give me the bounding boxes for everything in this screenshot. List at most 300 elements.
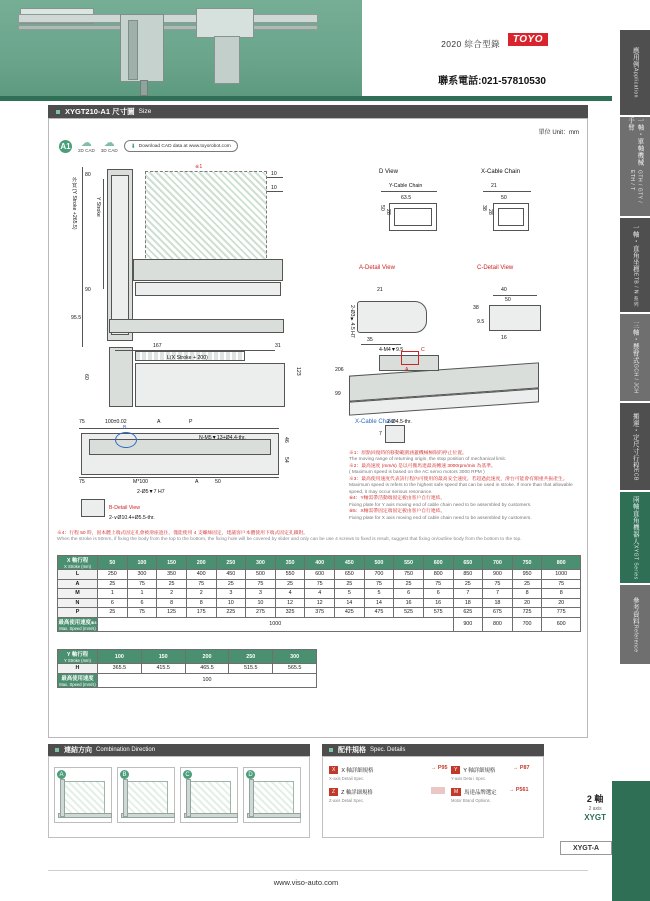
hole-2-o5: 2-Ø5▼7 H7 xyxy=(137,489,165,495)
x-cell: 800 xyxy=(423,570,453,580)
sidebar-item-xygt[interactable] xyxy=(620,492,650,584)
dim-line-10a xyxy=(267,177,283,178)
spec-label-x-en: X-axis Detail Spec. xyxy=(329,776,365,781)
note-3: ※3：最高使用速度代表該行程內可使用的最高安全速度。若超過此速度，滑台可能會有額重共振產生。 xyxy=(349,476,568,482)
d-view-title: X-Cable Chain xyxy=(355,419,395,425)
section-header xyxy=(48,105,588,118)
combo-base-d xyxy=(247,813,301,818)
x-cell: 75 xyxy=(483,579,513,589)
combination-art-d xyxy=(252,781,294,815)
x-cell: 725 xyxy=(512,608,542,618)
note-marker-1: ※1 xyxy=(195,164,203,170)
spec-label-m: 馬達品牌選定 xyxy=(464,789,497,796)
spec-details-title-en: Spec. Details xyxy=(370,747,406,753)
x-stroke-value: 400 xyxy=(305,556,335,570)
unit-note: 單位 Unit：mm xyxy=(538,130,579,136)
x-stroke-value: 150 xyxy=(157,556,187,570)
section-title-en: Size xyxy=(138,108,152,115)
spec-label-z: Z 軸詳細規格 xyxy=(341,789,373,796)
dim-line-51 xyxy=(483,191,531,192)
cad-download-row xyxy=(59,139,238,154)
x-stroke-value: 250 xyxy=(216,556,246,570)
drawing-card xyxy=(48,118,588,738)
dim-63-5: Y-Cable Chain xyxy=(389,183,423,189)
spec-row-z-en xyxy=(329,794,429,807)
dim-m100: M*100 xyxy=(133,479,148,485)
dim-y-stroke-outer: 外寬 (Y Stroke +265.5) xyxy=(71,177,77,230)
spec-tag-y: Y xyxy=(451,766,460,774)
sidebar-label-xygt: 兩軸直角機器人 xyxy=(631,495,639,545)
combo-base-c xyxy=(184,813,238,818)
sidebar-item-gch[interactable] xyxy=(620,314,650,402)
x-cell: 850 xyxy=(453,570,483,580)
hole-spec-n-m5: N-M5▼13+Ø4.4-thr. xyxy=(199,435,246,441)
combination-item-b[interactable] xyxy=(117,767,175,823)
machine-part-3 xyxy=(214,36,240,84)
x-cell: 6 xyxy=(394,589,424,599)
x-stroke-value: 550 xyxy=(394,556,424,570)
combo-post-a xyxy=(60,779,65,817)
y-stroke-value: 300 xyxy=(273,650,317,664)
combo-post-c xyxy=(186,779,191,817)
x-cell: 1000 xyxy=(542,570,581,580)
x-cell: 475 xyxy=(364,608,394,618)
x-cell: 6 xyxy=(127,598,157,608)
x-cell: 75 xyxy=(127,579,157,589)
x-stroke-value: 200 xyxy=(186,556,216,570)
dim-line-40 xyxy=(361,344,401,345)
y-cell: 565.5 xyxy=(273,664,317,674)
x-speed-cell: 700 xyxy=(512,617,542,631)
sidebar-corner-block xyxy=(612,781,650,901)
spec-page-z-placeholder xyxy=(431,787,445,794)
x-cell: 25 xyxy=(275,579,305,589)
spec-label-y: Y 軸詳細規格 xyxy=(463,767,496,774)
x-cell: 1 xyxy=(127,589,157,599)
note-4-en: Fixing plate for Y axis moving end of cable chain need to be assembled by customers. xyxy=(349,502,532,508)
contact-phone: 聯系電話:021-57810530 xyxy=(438,76,546,87)
note-4: ※4：Y軸需帶活動端固定板由客戶自行連結。 xyxy=(349,496,446,502)
machine-part-2 xyxy=(196,8,254,38)
x-cell: 675 xyxy=(483,608,513,618)
x-speed-cell: 600 xyxy=(542,617,581,631)
spec-page-y[interactable]: → P87 xyxy=(513,765,530,771)
dim-100tol: 100±0.02 xyxy=(105,419,127,425)
work-envelope xyxy=(145,171,267,263)
note-5: ※5：X軸需帶固定端固定板由客戶自行連結。 xyxy=(349,509,446,515)
x-row-label: M xyxy=(58,589,98,599)
y-axis-slide xyxy=(111,175,129,335)
y-stroke-value: 100 xyxy=(98,650,142,664)
x-cell: 900 xyxy=(483,570,513,580)
header-bullet-icon xyxy=(56,110,60,114)
x-stroke-value: 350 xyxy=(275,556,305,570)
y-speed-cell: 100 xyxy=(98,673,317,687)
y-stroke-table xyxy=(57,649,317,688)
dim-21-y: 28 xyxy=(487,209,493,215)
cad-3d-icon[interactable] xyxy=(101,139,118,154)
dim-206: 206 xyxy=(335,367,344,373)
spec-tag-z: Z xyxy=(329,788,338,796)
download-icon: ⬇ xyxy=(130,143,136,150)
x-cell: 25 xyxy=(216,579,246,589)
x-cell: 18 xyxy=(453,598,483,608)
lower-assembly xyxy=(135,363,285,407)
a-detail-body xyxy=(357,301,427,333)
cloud-icon: ☁ xyxy=(80,137,92,149)
x-cell: 575 xyxy=(423,608,453,618)
model-stamp xyxy=(584,794,606,823)
note-2-en: ( Maximum speed is based on the AC servo motors 3000 RPM ) xyxy=(349,470,485,476)
combo-base-b xyxy=(121,813,175,818)
table-row xyxy=(58,579,581,589)
table-row xyxy=(58,556,581,570)
dim-21-x: 28 xyxy=(385,209,391,215)
y-chain-inner xyxy=(498,208,524,226)
dim-28-x: 50 xyxy=(379,205,385,211)
x-speed-label: 最高使用速度※3 Max. Speed (mm/s) xyxy=(58,617,98,631)
stroke-note xyxy=(57,531,581,544)
y-cell: 365.5 xyxy=(98,664,142,674)
x-chain-inner xyxy=(394,208,432,226)
table-row xyxy=(58,673,317,687)
x-stroke-value: 700 xyxy=(483,556,513,570)
sidebar-label-gth: 一軸・單軸機械手臂 xyxy=(627,117,644,166)
banner-divider xyxy=(0,96,612,101)
model-axes-en: 2 axis xyxy=(588,806,602,813)
combination-badge-d: D xyxy=(246,770,255,779)
spec-details-title: 配件規格 xyxy=(338,747,366,754)
cad-3d-label: 3D CAD xyxy=(100,148,118,153)
footer-url: www.viso-auto.com xyxy=(273,878,339,887)
x-cell: 75 xyxy=(423,579,453,589)
combination-badge-b: B xyxy=(120,770,129,779)
x-speed-cell: 800 xyxy=(483,617,513,631)
spec-page-x[interactable]: → P95 xyxy=(431,765,448,771)
x-cell: 3 xyxy=(246,589,276,599)
x-cell: 550 xyxy=(275,570,305,580)
y-stroke-value: 250 xyxy=(229,650,273,664)
x-cell: 6 xyxy=(423,589,453,599)
cad-2d-icon[interactable] xyxy=(78,139,95,154)
x-cell: 300 xyxy=(127,570,157,580)
model-series: XYGT xyxy=(584,812,606,822)
table-row xyxy=(58,608,581,618)
spec-row-y-en xyxy=(451,772,531,785)
x-cell: 75 xyxy=(542,579,581,589)
cable-chain-mount xyxy=(109,347,133,407)
dim-50-x: 63.5 xyxy=(401,195,412,201)
x-cell: 16 xyxy=(423,598,453,608)
table-row xyxy=(58,570,581,580)
sidebar-sub-reference: Reference xyxy=(632,624,639,653)
x-cell: 1 xyxy=(98,589,128,599)
x-cell: 350 xyxy=(157,570,187,580)
note-1: ※1：原點回復時的移動範圍涵蓋機械極限的停止位置。 xyxy=(349,451,467,456)
sidebar-label-ecb: 搬運・定尺寸行程 xyxy=(631,412,639,469)
dim-75-b: 75 xyxy=(79,479,85,485)
x-cell: 16 xyxy=(394,598,424,608)
view-badge: A1 xyxy=(60,141,71,151)
y-cell: 415.5 xyxy=(141,664,185,674)
combination-panel xyxy=(48,756,310,838)
table-row xyxy=(58,589,581,599)
dim-16: 9.5 xyxy=(477,319,485,325)
stroke-note-en: When the stroke is 50mm, if fixing the body from the top to the bottom, the fixing hole will be covered by slider and only can be use 4 screws to fixed is result, suggest that fixing on/outline body from the bottom to the top. xyxy=(57,537,522,543)
dim-167: 167 xyxy=(153,343,162,349)
sidebar-item-etb[interactable] xyxy=(620,218,650,313)
hole-2-o45: 16 xyxy=(501,335,507,341)
x-cell: 18 xyxy=(483,598,513,608)
dim-A-top: A xyxy=(157,419,161,425)
x-stroke-table xyxy=(57,555,581,632)
x-cell: 6 xyxy=(98,598,128,608)
combination-art-a xyxy=(63,781,105,815)
sidebar-item-ecb[interactable] xyxy=(620,403,650,491)
hole-2-o10: 2-∨Ø10.4+Ø5.5-thr. xyxy=(109,515,155,521)
c-detail-body xyxy=(489,305,541,331)
dim-35: 2-Ø3▼4.5 H7 xyxy=(349,305,355,338)
detail-c-marker: C xyxy=(421,347,425,353)
x-cell: 750 xyxy=(394,570,424,580)
note-2: ※2：最高速度 (mm/s) 是以可搬馬達最高轉速 3000rpm/min 為基準。 xyxy=(349,463,496,469)
spec-label-y-en: Y-axis Deta i Spec. xyxy=(451,776,487,781)
x-stroke-value: 100 xyxy=(127,556,157,570)
spec-label-z-en: Z-axis Detail Spec. xyxy=(329,798,365,803)
x-cell: 7 xyxy=(483,589,513,599)
catalog-title: 2020 綜合型錄 xyxy=(441,39,500,49)
x-cell: 525 xyxy=(394,608,424,618)
x-stroke-value: 50 xyxy=(98,556,128,570)
model-axes: 2 軸 xyxy=(586,794,604,805)
sidebar-sub-ecb: ECB xyxy=(632,468,639,481)
dim-28-y: 38 xyxy=(481,205,487,211)
spec-tag-x: X xyxy=(329,766,338,774)
x-row-label: P xyxy=(58,608,98,618)
spec-label-x: X 軸詳細規格 xyxy=(341,767,374,774)
tol-0012: 7 xyxy=(379,431,382,437)
combo-post-b xyxy=(123,779,128,817)
x-cell: 125 xyxy=(157,608,187,618)
y-row-label: H xyxy=(58,664,98,674)
combination-title-en: Combination Direction xyxy=(96,747,156,753)
sidebar-sub-xygt: XYGT Series xyxy=(632,544,639,580)
x-cell: 275 xyxy=(246,608,276,618)
spec-page-m[interactable]: → P561 xyxy=(509,787,529,793)
note-1-en: The moving range of returning origin, the stop position of mechanical limit. xyxy=(349,457,507,463)
x-cell: 625 xyxy=(453,608,483,618)
x-cell: 10 xyxy=(216,598,246,608)
x-cable-chain-title: D View xyxy=(379,169,398,175)
hole-2-o3: 21 xyxy=(377,287,383,293)
dim-10-a: 10 xyxy=(271,171,277,177)
x-cell: 775 xyxy=(542,608,581,618)
dim-line-10b xyxy=(267,191,283,192)
y-speed-label: 最高使用速度 Max. Speed (mm/s) xyxy=(58,673,98,687)
dim-50-top: 50 xyxy=(215,479,221,485)
combination-bullet-icon xyxy=(55,748,59,752)
cad-2d-label: 2D CAD xyxy=(78,148,95,153)
dim-line-v1 xyxy=(82,167,83,347)
dim-75-a: 75 xyxy=(79,419,85,425)
x-cell: 25 xyxy=(453,579,483,589)
y-stroke-value: 150 xyxy=(141,650,185,664)
x-cell: 75 xyxy=(364,579,394,589)
brand-logo: TOYO xyxy=(508,33,548,46)
machine-vertical-body xyxy=(120,14,164,82)
y-stroke-value: 200 xyxy=(185,650,229,664)
x-cell: 12 xyxy=(305,598,335,608)
y-cell: 515.5 xyxy=(229,664,273,674)
machine-rail-lower xyxy=(18,25,318,30)
base-plate xyxy=(109,319,284,333)
y-cable-chain-title: X-Cable Chain xyxy=(481,169,521,175)
combination-item-a[interactable] xyxy=(54,767,112,823)
x-cell: 450 xyxy=(216,570,246,580)
detail-a-callout xyxy=(401,351,419,365)
dim-A-bottom: A xyxy=(195,479,199,485)
dim-80: 80 xyxy=(85,172,91,178)
x-cell: 75 xyxy=(127,608,157,618)
combination-item-c[interactable] xyxy=(180,767,238,823)
x-cell: 8 xyxy=(542,589,581,599)
x-cell: 8 xyxy=(512,589,542,599)
x-cell: 14 xyxy=(335,598,365,608)
machine-part-4 xyxy=(140,80,148,96)
combination-badge-c: C xyxy=(183,770,192,779)
spec-label-m-en: Motor Brand Options. xyxy=(451,798,491,803)
x-stroke-value: 500 xyxy=(364,556,394,570)
hole-4-m4: 35 xyxy=(367,337,373,343)
x-stroke-header: X 軸行程 X Stroke (mm) xyxy=(58,556,98,570)
sidebar-label-gch: 三軸・懸臂式 xyxy=(631,321,639,364)
x-cell: 950 xyxy=(512,570,542,580)
dim-10-b: 10 xyxy=(271,185,277,191)
combo-post-d xyxy=(249,779,254,817)
x-cell: 650 xyxy=(335,570,365,580)
x-cell: 5 xyxy=(335,589,365,599)
combination-header xyxy=(48,744,310,756)
machine-rail-upper xyxy=(18,14,318,23)
detail-b-label: B xyxy=(123,425,127,431)
dim-L-stroke: L(X Stroke + 200) xyxy=(167,355,208,361)
spec-row-x-en xyxy=(329,772,429,785)
x-cell: 75 xyxy=(186,579,216,589)
x-cell: 225 xyxy=(216,608,246,618)
x-cell: 400 xyxy=(186,570,216,580)
x-cell: 25 xyxy=(394,579,424,589)
x-axis-beam xyxy=(133,259,283,281)
x-cell: 25 xyxy=(98,608,128,618)
combo-base-a xyxy=(58,813,112,818)
sidebar-sub-gth: GTH / GTY / ETH / T xyxy=(629,169,643,203)
cad-download-label: Download CAD data at www.toyorobot.com xyxy=(138,143,231,149)
sidebar-item-gth[interactable] xyxy=(620,117,650,217)
spec-details-panel xyxy=(322,756,544,838)
y-cell: 465.5 xyxy=(185,664,229,674)
cad-download-link[interactable] xyxy=(124,140,238,152)
x-cell: 375 xyxy=(305,608,335,618)
c-detail-title: C-Detail View xyxy=(477,265,514,271)
dim-40: 4-M4▼9.5 xyxy=(379,347,404,353)
x-cell: 8 xyxy=(157,598,187,608)
x-cell: 25 xyxy=(335,579,365,589)
dim-54: 54 xyxy=(283,457,289,463)
sidebar-label-etb: 一軸・直角坐標 xyxy=(631,223,639,273)
x-cell: 4 xyxy=(305,589,335,599)
dim-line-v2 xyxy=(103,179,104,289)
a-detail-title: A-Detail View xyxy=(359,265,395,271)
dim-38-y: 50 xyxy=(501,195,507,201)
sidebar-item-reference[interactable] xyxy=(620,585,650,665)
dim-line-h1 xyxy=(115,350,275,351)
note-3-en: Maximum speed is refers to the highest safe speed that can be used in stroke. If more than that allowable speed, it may occur serious resonance. xyxy=(349,483,573,495)
dim-9-5: 38 xyxy=(473,305,479,311)
x-row-label: N xyxy=(58,598,98,608)
detail-b-view-title: B-Detail View xyxy=(109,505,141,511)
x-cell: 25 xyxy=(98,579,128,589)
spec-tag-m: M xyxy=(451,788,461,796)
cloud-icon-2: ☁ xyxy=(103,137,115,149)
x-stroke-value: 600 xyxy=(423,556,453,570)
x-cell: 25 xyxy=(512,579,542,589)
x-cell: 10 xyxy=(246,598,276,608)
drawing-notes xyxy=(349,451,581,522)
combination-title: 連結方向 xyxy=(64,747,92,754)
dim-51-5: 21 xyxy=(491,183,497,189)
dim-P: P xyxy=(189,419,193,425)
dim-31: 31 xyxy=(275,343,281,349)
x-cell: 250 xyxy=(98,570,128,580)
x-cell: 2 xyxy=(157,589,187,599)
dim-50-c: 40 xyxy=(501,287,507,293)
x-stroke-value: 650 xyxy=(453,556,483,570)
dim-line-top xyxy=(79,428,279,429)
x-axis-base xyxy=(135,282,281,296)
x-cell: 600 xyxy=(305,570,335,580)
dim-46: 46 xyxy=(283,437,289,443)
table-row xyxy=(58,617,581,631)
dim-123: 123 xyxy=(295,367,301,376)
x-stroke-value: 750 xyxy=(512,556,542,570)
x-cell: 12 xyxy=(275,598,305,608)
x-speed-cell: 900 xyxy=(453,617,483,631)
x-cell: 4 xyxy=(275,589,305,599)
x-speed-cell: 1000 xyxy=(98,617,454,631)
x-stroke-value: 450 xyxy=(335,556,365,570)
x-table-body xyxy=(58,556,581,632)
footer-divider xyxy=(48,870,588,871)
table-row xyxy=(58,598,581,608)
y-stroke-header: Y 軸行程 Y Stroke (mm) xyxy=(58,650,98,664)
section-title: XYGT210-A1 尺寸圖 xyxy=(65,107,135,116)
dim-line-63 xyxy=(381,191,437,192)
sidebar-label-application: 應用例 xyxy=(631,47,639,69)
x-cell: 25 xyxy=(157,579,187,589)
x-cell: 14 xyxy=(364,598,394,608)
x-cell: 700 xyxy=(364,570,394,580)
table-row xyxy=(58,650,317,664)
sidebar-item-application[interactable] xyxy=(620,30,650,116)
stroke-note-zh: ※4：行程 50 時，固本體上端式固定孔會被滑座遮住，僅能使用 4 支螺絲固定，建議客戶本體使用下端式固定孔鎖附。 xyxy=(57,531,309,536)
x-cell: 2 xyxy=(186,589,216,599)
x-cell: 3 xyxy=(216,589,246,599)
x-cell: 20 xyxy=(542,598,581,608)
combination-item-d[interactable] xyxy=(243,767,301,823)
dim-60: 60 xyxy=(83,374,89,380)
dim-95-5: 95.5 xyxy=(71,315,82,321)
model-code: XYGT-A xyxy=(560,841,612,855)
